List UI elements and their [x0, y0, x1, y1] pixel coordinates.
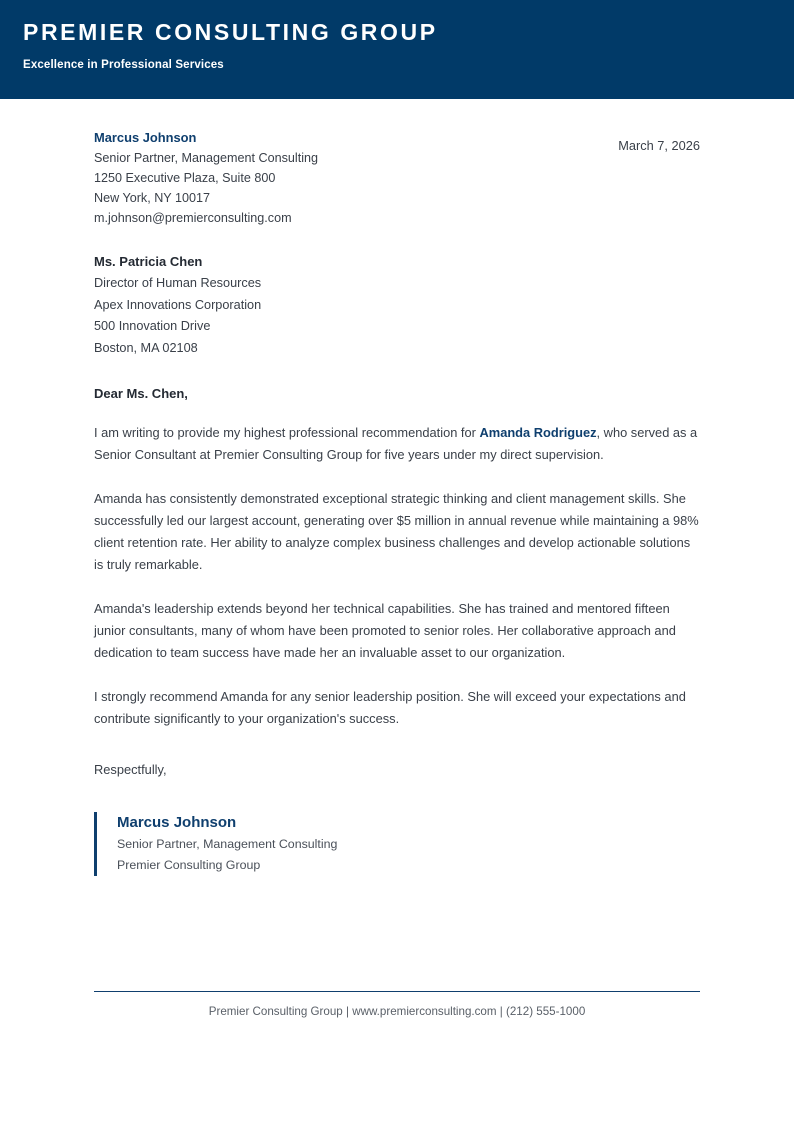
signature-name: Marcus Johnson	[117, 813, 237, 831]
body-paragraph-1	[94, 422, 700, 467]
sender-title: Senior Partner, Management Consulting	[94, 151, 319, 165]
company-tagline: Excellence in Professional Services	[23, 59, 224, 72]
paragraph-1-tail: , who served as a Senior Consultant at Premier Consulting Group for five years under my direct supervision.	[94, 424, 698, 463]
sender-name: Marcus Johnson	[94, 130, 197, 145]
candidate-name-highlight: Amanda Rodriguez	[479, 424, 597, 440]
signature-company: Premier Consulting Group	[117, 857, 261, 872]
body-paragraph-4: I strongly recommend Amanda for any senior leadership position. She will exceed your expectations and contribute significantly to your organization's success.	[94, 688, 686, 726]
salutation: Dear Ms. Chen,	[94, 385, 188, 401]
letter-content	[0, 99, 794, 876]
signature-title: Senior Partner, Management Consulting	[117, 836, 338, 851]
sender-date-row	[94, 99, 700, 228]
recipient-address-block	[94, 251, 700, 360]
footer-contact-line: Premier Consulting Group | www.premierconsulting.com | (212) 555-1000	[208, 1005, 586, 1018]
letter-footer	[94, 991, 700, 1020]
recipient-street: 500 Innovation Drive	[94, 319, 211, 334]
sender-email[interactable]: m.johnson@premierconsulting.com	[94, 211, 292, 225]
body-paragraph-3: Amanda's leadership extends beyond her technical capabilities. She has trained and mentored fifteen junior consultants, many of whom have been promoted to senior roles. Her collaborative approach and dedication to team success have made her an invaluable asset to our organization.	[94, 600, 676, 661]
recipient-company: Apex Innovations Corporation	[94, 297, 262, 312]
recipient-city-state-zip: Boston, MA 02108	[94, 341, 198, 356]
paragraph-1-lead: I am writing to provide my highest professional recommendation for	[94, 424, 480, 440]
recipient-name: Ms. Patricia Chen	[94, 254, 203, 269]
signature-block	[94, 812, 700, 876]
sender-street: 1250 Executive Plaza, Suite 800	[94, 171, 276, 185]
sender-city-state-zip: New York, NY 10017	[94, 191, 210, 205]
letterhead-banner	[0, 0, 794, 99]
body-paragraph-2: Amanda has consistently demonstrated exceptional strategic thinking and client management skills. She successfully led our largest account, generating over $5 million in annual revenue while maintaining a 98% client retention rate. Her ability to analyze complex business challenges and develop actionable solutions is truly remarkable.	[94, 490, 699, 573]
company-name: PREMIER CONSULTING GROUP	[23, 19, 438, 45]
recipient-title: Director of Human Resources	[94, 275, 262, 290]
letter-date: March 7, 2026	[618, 138, 700, 153]
sender-address-block	[94, 128, 318, 228]
closing-line: Respectfully,	[94, 762, 167, 778]
